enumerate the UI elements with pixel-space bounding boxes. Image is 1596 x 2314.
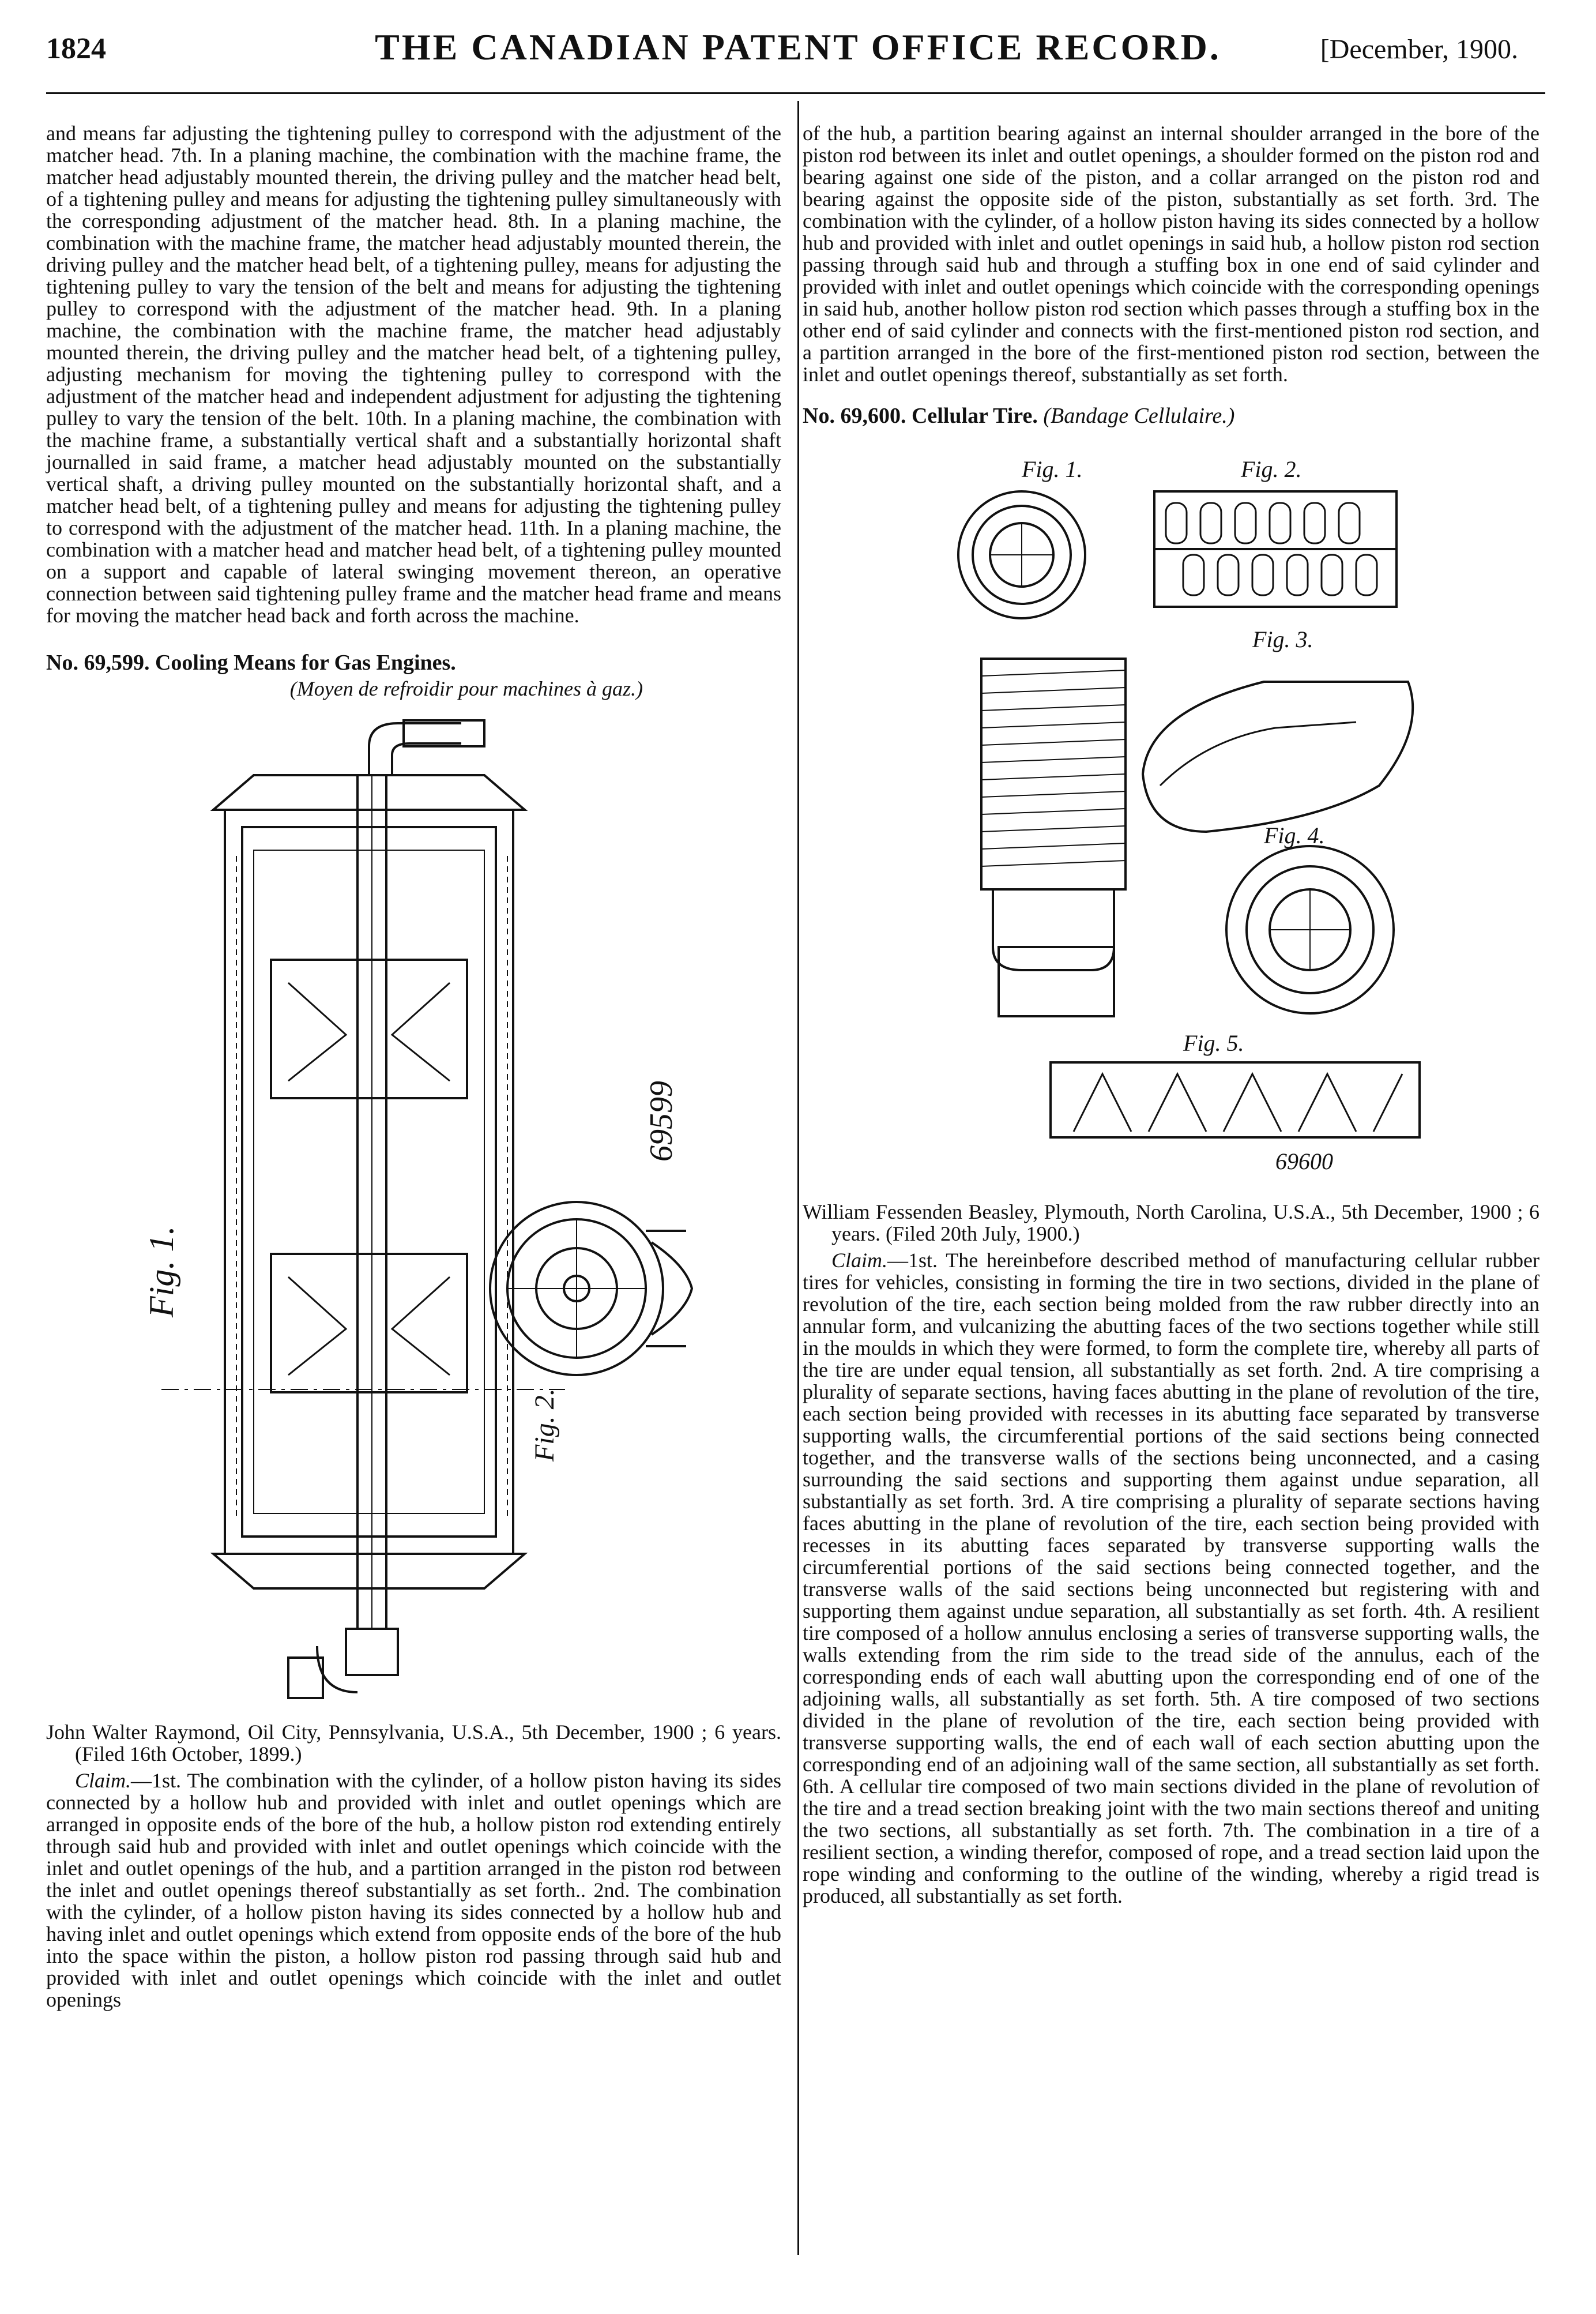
fig-label-3: Fig. 3. <box>1252 626 1313 652</box>
left-column <box>46 122 781 2011</box>
cellular-tire-drawing <box>803 439 1539 1184</box>
patent-title: Cellular Tire. <box>911 404 1038 428</box>
gas-engine-drawing <box>46 712 781 1704</box>
gas-engine-figure-svg <box>46 712 781 1704</box>
claim-label: Claim. <box>75 1769 131 1792</box>
patent-heading-69599 <box>46 649 781 676</box>
claim-text: —1st. The hereinbefore described method of manufacturing cellular rubber tires for vehicles, consisting in forming the tire in two sections, divided in the plane of revolution of the tire, each section being molded from the raw rubber directly into an annular form, and vulcanizing the abutting faces of the two sections together while still in the moulds in which they were formed, to form the complete tire, whereby all parts of the tire are under equal tension, all substantially as set forth. 2nd. A tire comprising a plurality of separate sections, having faces abutting in the plane of revolution of the tire, each section being provided with recesses in its abutting face separated by transverse supporting walls, the circumferential portions of the said sections being connected together, and the transverse walls of the sections being unconnected, and a casing surrounding the said sections and supporting them against undue separation, all substantially as set forth. 3rd. A tire comprising a plurality of separate sections having faces abutting in the plane of revolution of the tire, each section being provided with recesses in its abutting faces separated by transverse supporting walls the circumferential portions of the said sections being connected together, and the transverse walls of the said sections being unconnected but registering with and supporting them against undue separation, all substantially as set forth. 4th. A resilient tire composed of a hollow annulus enclosing a series of transverse supporting walls, the walls extending from the rim side to the tread side of the annulus, each of the corresponding ends of each wall abutting upon the corresponding end of one of the adjoining walls, all substantially as set forth. 5th. A tire composed of two sections divided in the plane of revolution of the tire, each section being provided with transverse supporting walls, the end of each wall of each section abutting upon the corresponding end of an adjoining wall of the same section, all substantially as set forth. 6th. A cellular tire composed of two main sections divided in the plane of revolution of the tire and a tread section breaking joint with the two main sections thereof and uniting the two sections, all substantially as set forth. 7th. The combination in a tire of a resilient section, a winding therefor, composed of rope, and a tread section laid upon the rope winding and conforming to the outline of the winding, whereby a rigid tread is produced, all substantially as set forth. <box>803 1249 1539 1907</box>
right-column <box>803 122 1539 1907</box>
header-rule <box>46 92 1545 94</box>
patent-heading-69600 <box>803 403 1539 429</box>
claim-label: Claim. <box>831 1249 888 1272</box>
patent-inventor: William Fessenden Beasley, Plymouth, North Carolina, U.S.A., 5th December, 1900 ; 6 years. (Filed 20th July, 1900.) <box>803 1200 1539 1245</box>
tire-figure-svg <box>803 439 1539 1184</box>
journal-title: THE CANADIAN PATENT OFFICE RECORD. <box>375 27 1221 67</box>
page-header <box>0 0 1596 101</box>
patent-claims <box>803 1249 1539 1907</box>
patent-inventor: John Walter Raymond, Oil City, Pennsylvania, U.S.A., 5th December, 1900 ; 6 years. (Filed 16th October, 1899.) <box>46 1721 781 1765</box>
fig-label-4: Fig. 4. <box>1264 822 1325 848</box>
fig-label-1: Fig. 1. <box>1022 456 1083 482</box>
drawing-number: 69600 <box>1275 1148 1333 1174</box>
patent-title: Cooling Means for Gas Engines. <box>155 651 456 675</box>
patent-number: No. 69,599. <box>46 651 150 675</box>
page-number: 1824 <box>46 32 106 65</box>
fig-label-5: Fig. 5. <box>1183 1030 1244 1056</box>
column-divider <box>797 101 799 2255</box>
fig1-label: Fig. 1. <box>142 1226 180 1317</box>
issue-date: [December, 1900. <box>1320 34 1518 65</box>
patent-subtitle: (Moyen de refroidir pour machines à gaz.) <box>289 677 643 700</box>
patent-claims <box>46 1770 781 2011</box>
continued-claims-text: of the hub, a partition bearing against an internal shoulder arranged in the bore of the piston rod between its inlet and outlet openings, a shoulder formed on the piston rod and bearing against one side of the piston, and a collar arranged on the piston rod and bearing against the opposite side of the piston, substantially as set forth. 3rd. The combination with the cylinder, of a hollow piston having its sides connected by a hollow hub and provided with inlet and outlet openings in said hub, a hollow piston rod section passing through said hub and through a stuffing box in one end of said cylinder and provided with inlet and outlet openings which coincide with the corresponding openings in said hub, another hollow piston rod section which passes through a stuffing box in the other end of said cylinder and connects with the first-mentioned piston rod section, and a partition arranged in the bore of the first-mentioned piston rod section, between the inlet and outlet openings thereof, substantially as set forth. <box>803 122 1539 386</box>
patent-subtitle: (Bandage Cellulaire.) <box>1043 404 1235 428</box>
drawing-number: 69599 <box>643 1081 679 1162</box>
fig-label-2: Fig. 2. <box>1241 456 1302 482</box>
patent-number: No. 69,600. <box>803 404 906 428</box>
fig2-label: Fig. 2. <box>529 1388 560 1462</box>
claim-text: —1st. The combination with the cylinder, of a hollow piston having its sides connected by a hollow hub and provided with inlet and outlet openings which are arranged in opposite ends of the bore of the hub, a hollow piston rod extending entirely through said hub and provided with inlet and outlet openings which coincide with the inlet and outlet openings of the hub, and a partition arranged in the piston rod between the inlet and outlet openings thereof substantially as set forth.. 2nd. The combination with the cylinder, of a hollow piston having its sides connected by a hollow hub and having inlet and outlet openings which extend from opposite ends of the bore of the hub into the space within the piston, a hollow piston rod passing through said hub and provided with inlet and outlet openings which coincide with the inlet and outlet openings <box>46 1769 781 2011</box>
continued-claims-text: and means far adjusting the tightening pulley to correspond with the adjustment of the matcher head. 7th. In a planing machine, the combination with the machine frame, the matcher head adjustably mounted therein, the driving pulley and the matcher head belt, of a tightening pulley and means for adjusting the tightening pulley simultaneously with the corresponding adjustment of the matcher head. 8th. In a planing machine, the combination with the machine frame, the matcher head adjustably mounted therein, the driving pulley and the matcher head belt, of a tightening pulley, means for adjusting the tightening pulley to vary the tension of the belt and means for adjusting the tightening pulley to correspond with the adjustment of the matcher head. 9th. In a planing machine, the combination with the machine frame, the matcher head adjustably mounted therein, the driving pulley and the matcher head belt, of a tightening pulley, adjusting mechanism for moving the tightening pulley to correspond with the adjustment of the matcher head and independent adjustment for adjusting the tightening pulley to vary the tension of the belt. 10th. In a planing machine, the combination with the machine frame, a substantially vertical shaft and a substantially horizontal shaft journalled in said frame, a matcher head adjustably mounted on the substantially vertical shaft, a driving pulley mounted on the substantially horizontal shaft, and a matcher head belt, of a tightening pulley and means for adjusting the tightening pulley to correspond with the adjustment of the matcher head. 11th. In a planing machine, the combination with a matcher head and matcher head belt, of a tightening pulley mounted on a support and capable of lateral swinging movement thereon, an operative connection between said tightening pulley frame and the matcher head frame and means for moving the matcher head back and forth across the machine. <box>46 122 781 627</box>
